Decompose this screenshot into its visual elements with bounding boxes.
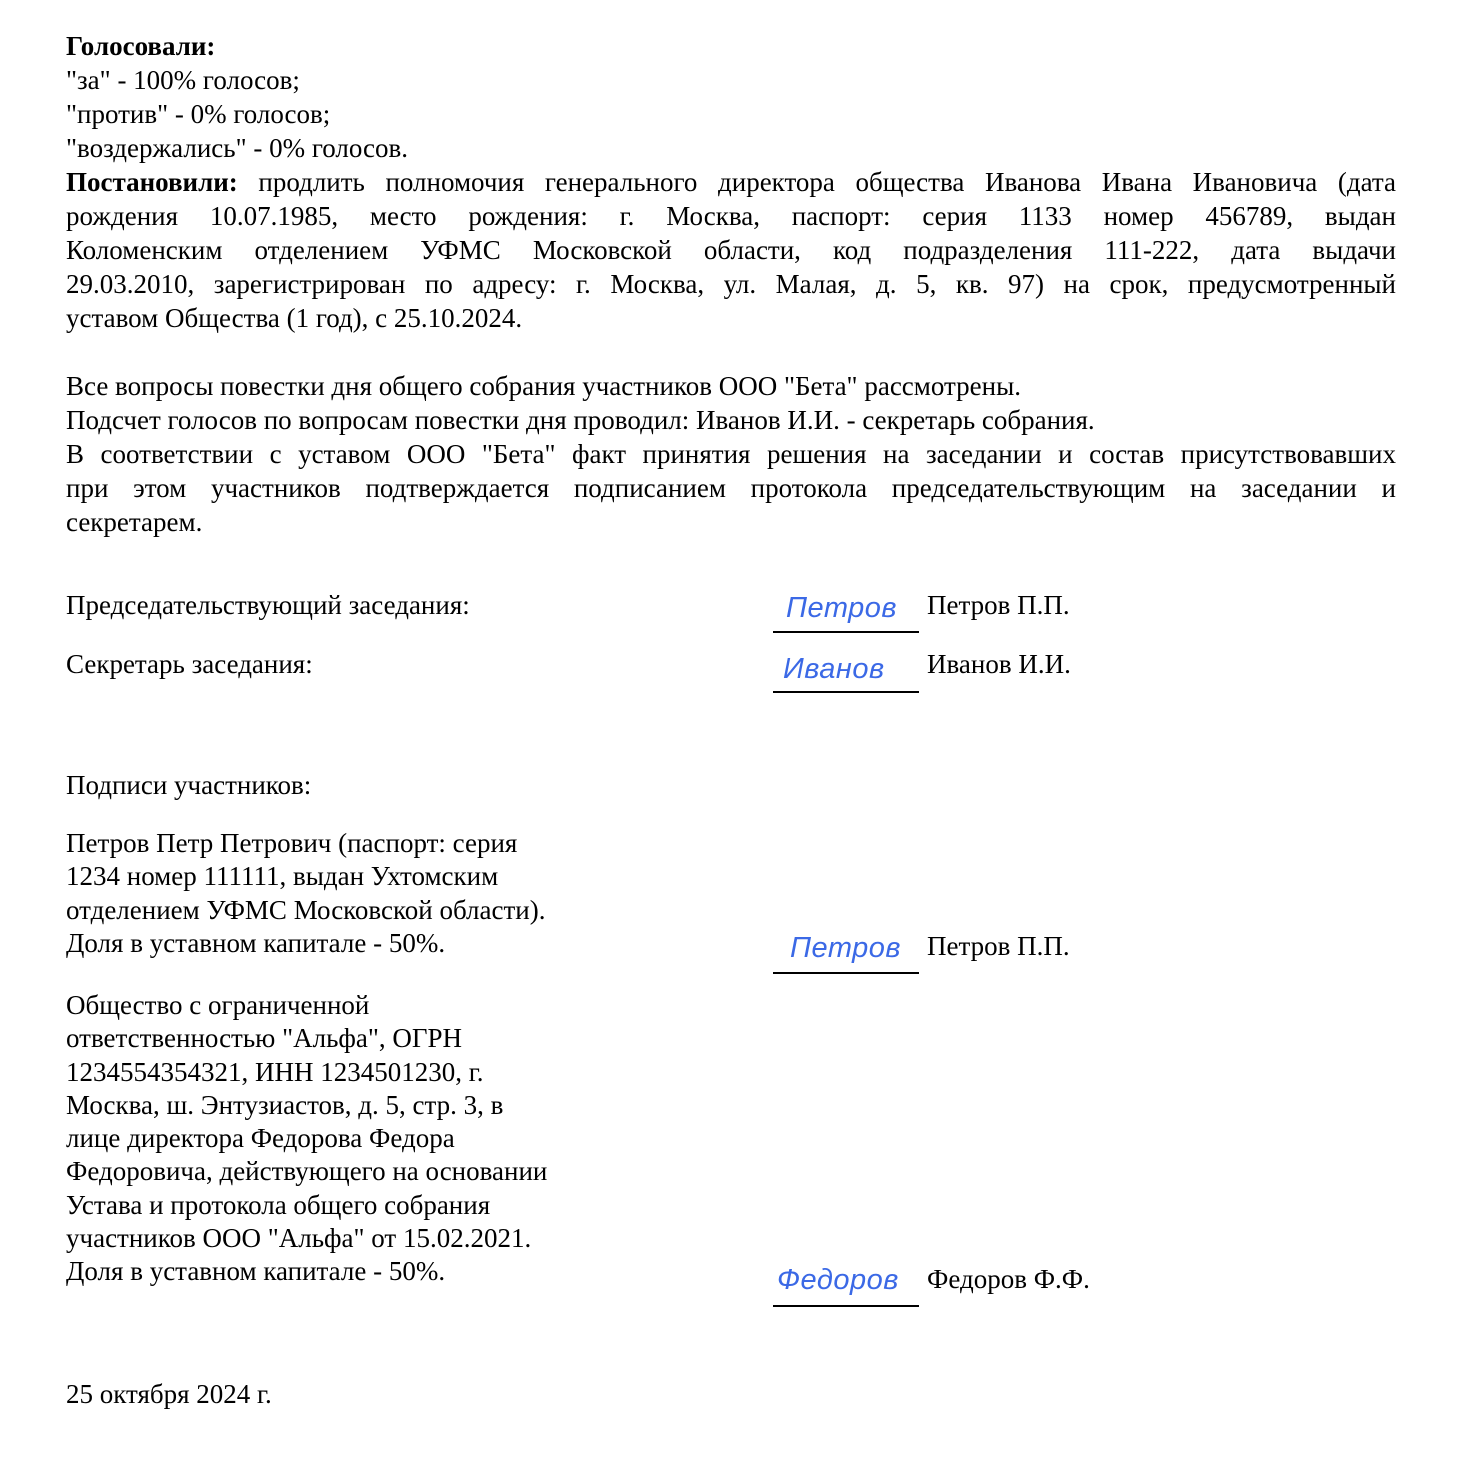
participant-2-signature: Федоров [777,1264,899,1296]
vote-for: "за" - 100% голосов; [66,65,300,95]
participant-2-line: 1234554354321, ИНН 1234501230, г. [66,1056,484,1087]
resolution-line-1 [66,165,1396,199]
chair-label: Председательствующий заседания: [66,590,470,620]
resolution-line-2: рождения 10.07.1985, место рождения: г. Москва, паспорт: серия 1133 номер 456789, выдан [66,201,1396,231]
secretary-signature: Иванов [783,653,885,685]
secretary-name: Иванов И.И. [927,649,1071,679]
voting-block [66,29,1396,165]
participant-2-line: лице директора Федорова Федора [66,1123,455,1154]
participant-2-line: ответственностью "Альфа", ОГРН [66,1023,463,1054]
resolution-line-3: Коломенским отделением УФМС Московской области, код подразделения 111-222, дата выдачи [66,235,1396,265]
participant-2-line: Устава и протокола общего собрания [66,1189,491,1220]
vote-abstained: "воздержались" - 0% голосов. [66,133,409,163]
participant-1-details [66,827,626,960]
closing-line-5: секретарем. [66,507,203,537]
secretary-label: Секретарь заседания: [66,649,313,679]
participant-2-details [66,989,626,1289]
secretary-signature-line [773,691,919,693]
closing-line-3: В соответствии с уставом ООО "Бета" факт принятия решения на заседании и состав присутствовавших [66,439,1396,469]
participant-2-line: Общество с ограниченной [66,990,370,1020]
voting-heading: Голосовали: [66,31,216,61]
closing-line-4: при этом участников подтверждается подписанием протокола председательствующим на заседании и [66,473,1396,503]
chair-name: Петров П.П. [927,590,1070,620]
participant-2-line: Федоровича, действующего на основании [66,1156,548,1187]
participant-1-line: 1234 номер 111111, выдан Ухтомским [66,861,499,892]
participant-2-signature-line [773,1305,919,1307]
participant-1-line: отделением УФМС Московской области). [66,894,546,925]
participant-1-line: Доля в уставном капитале - 50%. [66,927,446,958]
participant-1-line: Петров Петр Петрович (паспорт: серия [66,828,518,858]
participant-2-line: участников ООО "Альфа" от 15.02.2021. [66,1223,532,1254]
closing-line-1: Все вопросы повестки дня общего собрания участников ООО "Бета" рассмотрены. [66,371,1021,401]
vote-against: "против" - 0% голосов; [66,99,331,129]
closing-block [66,369,1396,539]
document-date: 25 октября 2024 г. [66,1379,272,1409]
resolution-label: Постановили: [66,167,238,197]
resolution-block [66,165,1396,335]
participant-2-name: Федоров Ф.Ф. [927,1264,1090,1294]
closing-line-2: Подсчет голосов по вопросам повестки дня проводил: Иванов И.И. - секретарь собрания. [66,405,1095,435]
participant-1-signature-line [773,972,919,974]
participant-2-line: Доля в уставном капитале - 50%. [66,1256,446,1287]
chair-signature-line [773,631,919,633]
resolution-line-1-text: продлить полномочия генерального директора общества Иванова Ивана Ивановича (дата [237,167,1396,197]
participant-2-line: Москва, ш. Энтузиастов, д. 5, стр. 3, в [66,1089,504,1120]
resolution-line-5: уставом Общества (1 год), с 25.10.2024. [66,303,523,333]
participant-1-signature: Петров [790,932,902,964]
chair-signature: Петров [786,592,898,624]
resolution-line-4: 29.03.2010, зарегистрирован по адресу: г. Москва, ул. Малая, д. 5, кв. 97) на срок, предусмотренный [66,269,1396,299]
participant-1-name: Петров П.П. [927,931,1070,961]
participants-heading: Подписи участников: [66,770,312,800]
